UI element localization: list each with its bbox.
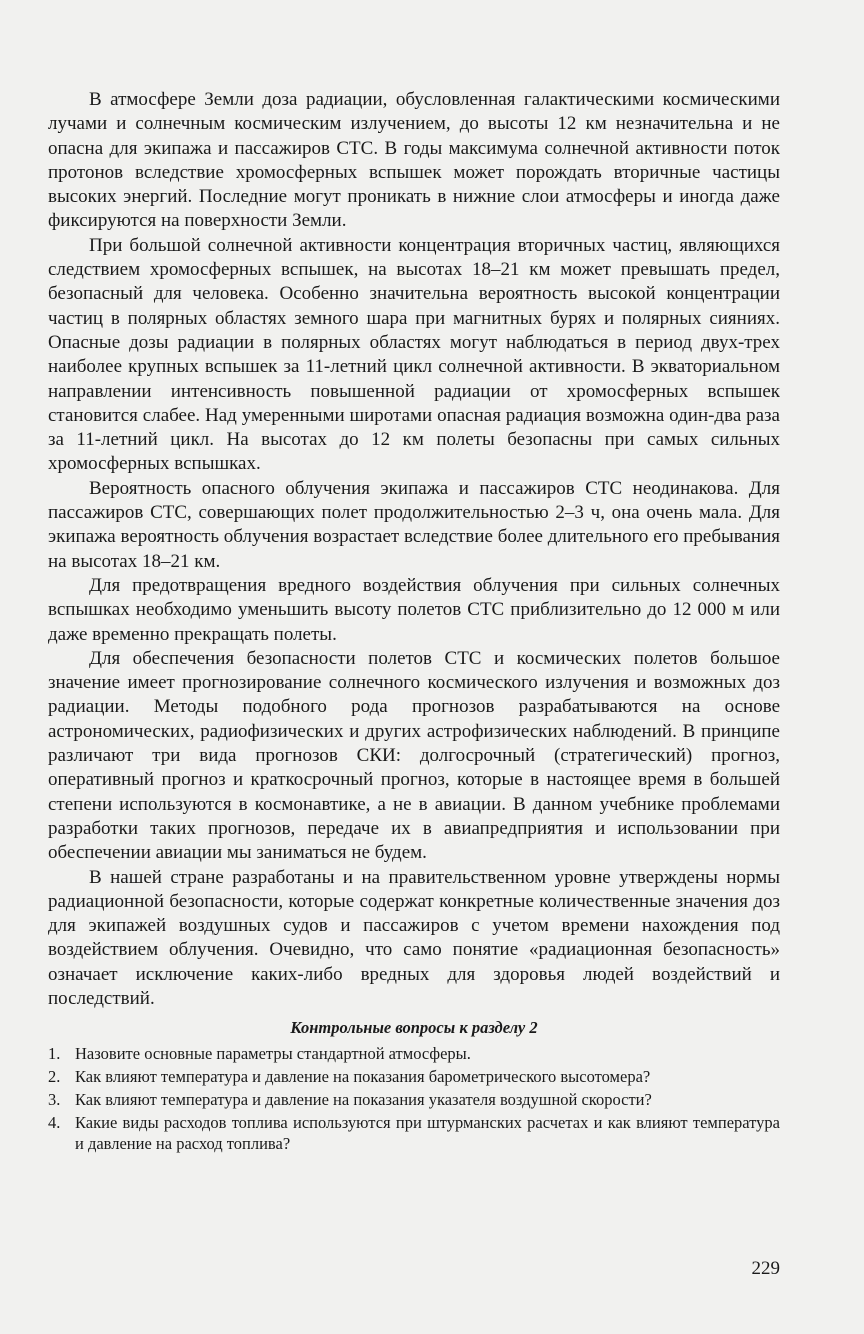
- paragraph-3: Вероятность опасного облучения экипажа и пассажиров СТС неодинакова. Для пассажиров СТС, совершающих полет продолжительностью 2–3 ч, она очень мала. Для экипажа вероятность облучения возрастает вследствие более длительного его пребывания на высотах 18–21 км.: [48, 477, 780, 572]
- question-number: 1.: [48, 1044, 61, 1064]
- section-heading: Контрольные вопросы к разделу 2: [290, 1018, 538, 1038]
- question-number: 2.: [48, 1067, 61, 1087]
- page-body: [48, 88, 780, 1156]
- paragraph-4: Для предотвращения вредного воздействия облучения при сильных солнечных вспышках необходимо уменьшить высоту полетов СТС приблизительно до 12 000 м или даже временно прекращать полеты.: [48, 574, 780, 645]
- question-text: Как влияют температура и давление на показания указателя воздушной скорости?: [75, 1090, 652, 1110]
- question-text: Как влияют температура и давление на показания барометрического высотомера?: [75, 1067, 651, 1087]
- paragraph-6: В нашей стране разработаны и на правительственном уровне утверждены нормы радиационной безопасности, которые содержат конкретные количественные значения доз для экипажей воздушных судов и пассажиров с учетом времени нахождения под воздействием облучения. Очевидно, что само понятие «радиационная безопасность» означает исключение каких-либо вредных для здоровья людей воздействий и последствий.: [48, 866, 780, 1009]
- page-number: 229: [751, 1258, 780, 1279]
- paragraph-1: В атмосфере Земли доза радиации, обусловленная галактическими космическими лучами и солнечным космическим излучением, до высоты 12 км незначительна и не опасна для экипажа и пассажиров СТС. В годы максимума солнечной активности поток протонов вследствие хромосферных вспышек может порождать вторичные частицы высоких энергий. Последние могут проникать в нижние слои атмосферы и иногда даже фиксируются на поверхности Земли.: [48, 89, 780, 232]
- question-item: [48, 1112, 780, 1154]
- question-item: [48, 1089, 780, 1110]
- question-number: 4.: [48, 1113, 61, 1133]
- question-text: Какие виды расходов топлива используются при штурманских расчетах и как влияют температура и давление на расход топлива?: [75, 1113, 780, 1154]
- questions-list: [48, 1043, 780, 1154]
- question-text: Назовите основные параметры стандартной атмосферы.: [75, 1044, 471, 1064]
- question-number: 3.: [48, 1090, 61, 1110]
- paragraph-2: При большой солнечной активности концентрация вторичных частиц, являющихся следствием хромосферных вспышек, на высотах 18–21 км может превышать предел, безопасный для человека. Особенно значительна вероятность высокой концентрации частиц в полярных областях земного шара при магнитных бурях и полярных сияниях. Опасные дозы радиации в полярных областях могут наблюдаться в период двух-трех наиболее крупных вспышек за 11-летний цикл солнечной активности. В экваториальном направлении интенсивность повышенной радиации от хромосферных вспышек становится слабее. Над умеренными широтами опасная радиация возможна один-два раза за 11-летний цикл. На высотах до 12 км полеты безопасны при самых сильных хромосферных вспышках.: [48, 234, 780, 475]
- question-item: [48, 1043, 780, 1064]
- paragraph-5: Для обеспечения безопасности полетов СТС и космических полетов большое значение имеет прогнозирование солнечного космического излучения и возможных доз радиации. Методы подобного рода прогнозов разрабатываются на основе астрономических, радиофизических и других астрофизических наблюдений. В принципе различают три вида прогнозов СКИ: долгосрочный (стратегический) прогноз, оперативный прогноз и краткосрочный прогноз, которые в настоящее время в большей степени используются в космонавтике, а не в авиации. В данном учебнике проблемами разработки таких прогнозов, передаче их в авиапредприятия и использовании при обеспечении авиации мы заниматься не будем.: [48, 647, 780, 864]
- question-item: [48, 1066, 780, 1087]
